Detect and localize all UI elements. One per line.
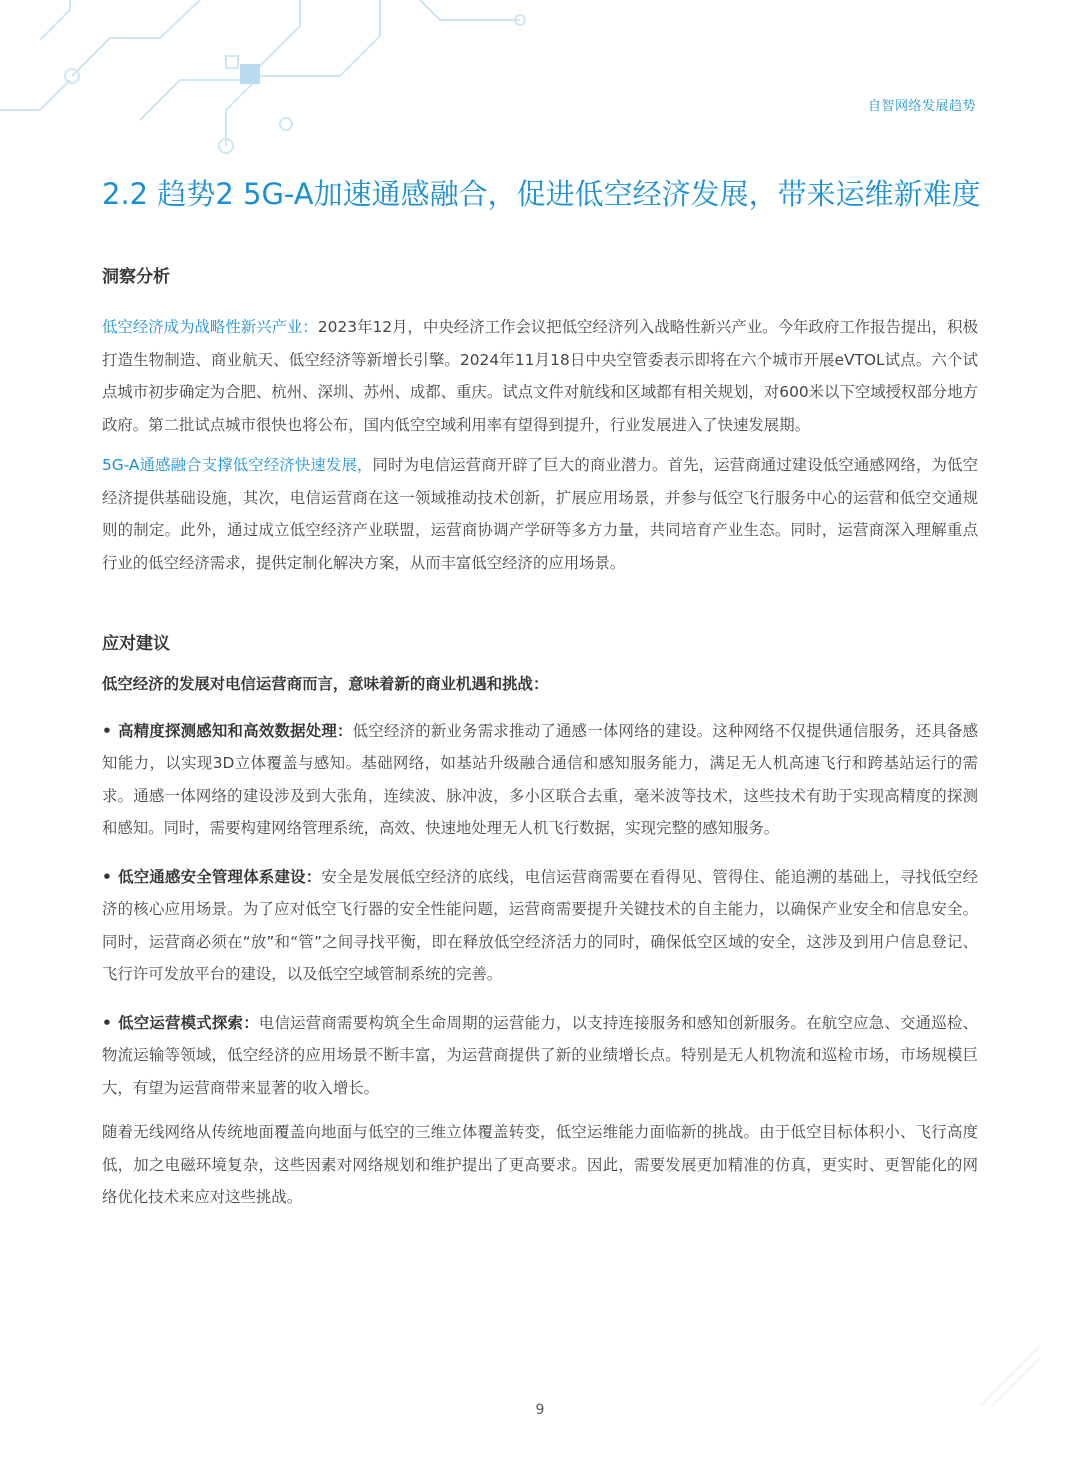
bullet-dot: • xyxy=(102,721,112,740)
insight-paragraph-1 xyxy=(102,311,978,441)
advice-bullet-1 xyxy=(102,715,978,845)
corner-decoration xyxy=(980,1346,1040,1406)
advice-bullet-3 xyxy=(102,1007,978,1105)
advice-bullet-2-lead: 低空通感安全管理体系建设： xyxy=(117,867,322,886)
advice-bullet-2 xyxy=(102,861,978,991)
circuit-decoration xyxy=(0,0,1080,170)
insight-paragraph-2 xyxy=(102,449,978,579)
advice-bullet-3-text: 电信运营商需要构筑全生命周期的运营能力，以支持连接服务和感知创新服务。在航空应急、交通巡检、物流运输等领域，低空经济的应用场景不断丰富，为运营商提供了新的业绩增长点。特别是无人机物流和巡检市场，市场规模巨大，有望为运营商带来显著的收入增长。 xyxy=(102,1013,978,1097)
advice-intro: 低空经济的发展对电信运营商而言，意味着新的商业机遇和挑战： xyxy=(102,675,549,693)
insight-paragraph-1-lead: 低空经济成为战略性新兴产业： xyxy=(102,318,318,336)
insight-paragraph-1-text: 2023年12月，中央经济工作会议把低空经济列入战略性新兴产业。今年政府工作报告提出，积极打造生物制造、商业航天、低空经济等新增长引擎。2024年11月18日中央空管委表示即将在六个城市开展eVTOL试点。六个试点城市初步确定为合肥、杭州、深圳、苏州、成都、重庆。试点文件对航线和区域都有相关规划，对600米以下空域授权部分地方政府。第二批试点城市很快也将公布，国内低空空域利用率有望得到提升，行业发展进入了快速发展期。 xyxy=(102,318,978,434)
page-content xyxy=(102,262,978,1214)
page-number: 9 xyxy=(535,1402,545,1418)
bullet-dot: • xyxy=(102,867,112,886)
advice-bullet-1-lead: 高精度探测感知和高效数据处理： xyxy=(117,721,353,740)
advice-heading: 应对建议 xyxy=(102,634,170,654)
advice-bullet-3-lead: 低空运营模式探索： xyxy=(117,1013,259,1032)
advice-closing: 随着无线网络从传统地面覆盖向地面与低空的三维立体覆盖转变，低空运维能力面临新的挑战。由于低空目标体积小、飞行高度低，加之电磁环境复杂，这些因素对网络规划和维护提出了更高要求。因此，需要发展更加精准的仿真，更实时、更智能化的网络优化技术来应对这些挑战。 xyxy=(102,1123,978,1206)
advice-bullet-2-text: 安全是发展低空经济的底线，电信运营商需要在看得见、管得住、能追溯的基础上，寻找低空经济的核心应用场景。为了应对低空飞行器的安全性能问题，运营商需要提升关键技术的自主能力，以确保产业安全和信息安全。同时，运营商必须在“放”和“管”之间寻找平衡，即在释放低空经济活力的同时，确保低空区域的安全，这涉及到用户信息登记、飞行许可发放平台的建设，以及低空空域管制系统的完善。 xyxy=(102,867,978,983)
advice-bullet-1-text: 低空经济的新业务需求推动了通感一体网络的建设。这种网络不仅提供通信服务，还具备感知能力，以实现3D立体覆盖与感知。基础网络，如基站升级融合通信和感知服务能力，满足无人机高速飞行和跨基站运行的需求。通感一体网络的建设涉及到大张角，连续波、脉冲波，多小区联合去重，毫米波等技术，这些技术有助于实现高精度的探测和感知。同时，需要构建网络管理系统，高效、快速地处理无人机飞行数据，实现完整的感知服务。 xyxy=(102,721,978,837)
running-header: 自智网络发展趋势 xyxy=(867,99,976,114)
section-title: 2.2 趋势2 5G-A加速通感融合，促进低空经济发展，带来运维新难度 xyxy=(102,177,981,211)
insight-paragraph-2-lead: 5G-A通感融合支撑低空经济快速发展， xyxy=(102,456,373,474)
insight-paragraph-2-text: 同时为电信运营商开辟了巨大的商业潜力。首先，运营商通过建设低空通感网络，为低空经济提供基础设施，其次，电信运营商在这一领域推动技术创新，扩展应用场景，并参与低空飞行服务中心的运营和低空交通规则的制定。此外，通过成立低空经济产业联盟，运营商协调产学研等多方力量，共同培育产业生态。同时，运营商深入理解重点行业的低空经济需求，提供定制化解决方案，从而丰富低空经济的应用场景。 xyxy=(102,456,978,572)
bullet-dot: • xyxy=(102,1013,112,1032)
insight-heading: 洞察分析 xyxy=(102,267,170,287)
